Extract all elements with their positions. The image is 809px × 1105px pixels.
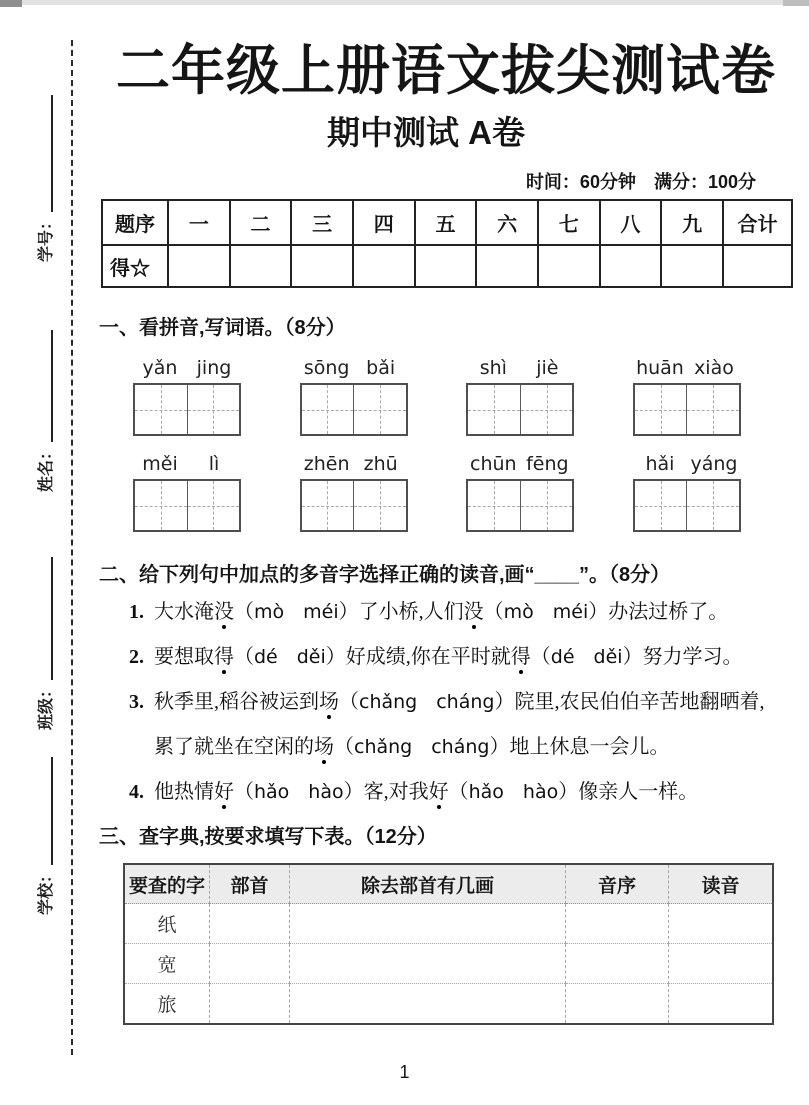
write-in-line <box>51 757 53 865</box>
writing-grid <box>466 383 574 436</box>
writing-grid <box>300 383 408 436</box>
section2-heading: 二、给下列句中加点的多音字选择正确的读音,画“____”。（8分） <box>99 564 671 586</box>
student-id-field <box>29 95 56 262</box>
score-cell <box>538 245 600 287</box>
score-cell <box>291 245 353 287</box>
pinyin-syllable: xiào <box>694 357 734 379</box>
pinyin-syllable: hǎi <box>645 453 675 475</box>
sentence-text: （ <box>530 646 551 668</box>
sentence-text: （ <box>448 781 469 803</box>
write-in-line <box>51 557 53 680</box>
table-row <box>124 984 773 1025</box>
score-col-label: 八 <box>600 200 662 245</box>
sentence-text: （ <box>339 691 359 713</box>
blank-cell <box>290 944 566 984</box>
pinyin-option: chǎng cháng <box>354 736 490 758</box>
time-score-info: 时间：60分钟 满分：100分 <box>525 172 756 192</box>
scan-edge <box>0 0 809 5</box>
class-label: 班级： <box>38 681 55 730</box>
pinyin-row-1 <box>133 356 741 436</box>
score-cell <box>476 245 538 287</box>
pinyin-syllable: yǎn <box>142 357 178 379</box>
pinyin-syllable: sōng <box>303 357 350 379</box>
score-col-label: 二 <box>230 200 292 245</box>
lookup-character: 纸 <box>124 904 210 944</box>
col-header: 要查的字 <box>124 864 210 904</box>
sentence-text: （ <box>234 601 254 623</box>
writing-cell <box>468 385 520 434</box>
sentence-text: （ <box>234 781 254 803</box>
pinyin-syllable: yáng <box>690 453 738 475</box>
blank-cell <box>669 904 774 944</box>
pinyin-option: mò méi <box>503 601 589 623</box>
pinyin-syllable: huān <box>636 357 684 379</box>
pinyin-option: dé děi <box>254 646 326 668</box>
blank-cell <box>669 984 774 1025</box>
writing-cell <box>520 481 573 530</box>
score-col-label: 六 <box>476 200 538 245</box>
dotted-char: 好 <box>214 770 234 815</box>
sentence-text: 秋季里,稻谷被运到 <box>154 691 319 713</box>
blank-cell <box>566 904 669 944</box>
writing-cell <box>520 385 573 434</box>
dotted-char: 得 <box>214 635 234 680</box>
table-row <box>124 904 773 944</box>
col-header: 读音 <box>669 864 774 904</box>
pinyin-syllable: jing <box>196 357 232 379</box>
sentence-text: ）了小桥,人们 <box>338 601 464 623</box>
writing-grid <box>133 383 241 436</box>
school-label: 学校： <box>38 866 55 915</box>
writing-cell <box>635 481 687 530</box>
pinyin-word-group <box>133 356 241 436</box>
sentence-text: 他热情 <box>154 781 214 803</box>
blank-cell <box>669 944 774 984</box>
sentence <box>128 590 778 635</box>
writing-cell <box>302 385 354 434</box>
pinyin-syllable: shì <box>479 357 507 379</box>
writing-cell <box>353 481 406 530</box>
writing-cell <box>135 385 187 434</box>
writing-cell <box>686 481 739 530</box>
score-col-label: 三 <box>291 200 353 245</box>
sentence <box>128 680 778 770</box>
sentence-text: ）像亲人一样。 <box>558 781 699 803</box>
write-in-line <box>51 95 53 212</box>
sentence-text: 大水淹 <box>154 601 214 623</box>
student-name-label: 姓名： <box>38 443 55 492</box>
scan-corner-mark <box>783 0 809 6</box>
pinyin-word-group <box>300 452 408 532</box>
score-header-row <box>102 200 792 245</box>
score-row-label: 得☆ <box>102 245 168 287</box>
pinyin-syllable: zhēn <box>303 453 350 475</box>
score-col-label: 七 <box>538 200 600 245</box>
score-table <box>101 199 793 288</box>
sentence-number: 3. <box>129 691 144 713</box>
blank-cell <box>566 944 669 984</box>
pinyin-syllable: bǎi <box>366 357 396 379</box>
score-col-label: 四 <box>353 200 415 245</box>
sentence-text: ）努力学习。 <box>622 646 743 668</box>
table-row <box>124 944 773 984</box>
writing-cell <box>187 481 240 530</box>
student-name-field <box>29 330 56 492</box>
sentence-text: （ <box>234 646 254 668</box>
score-cell <box>230 245 292 287</box>
col-header: 音序 <box>566 864 669 904</box>
pinyin-option: mò méi <box>254 601 339 623</box>
pinyin-option: hǎo hào <box>468 781 559 803</box>
sentence <box>128 635 778 680</box>
blank-cell <box>210 904 290 944</box>
score-cell <box>661 245 723 287</box>
blank-cell <box>290 904 566 944</box>
scan-corner-mark <box>0 0 22 7</box>
sentence-number: 1. <box>129 601 144 623</box>
sentence-text: ）好成绩,你在平时就 <box>325 646 511 668</box>
writing-grid <box>633 479 741 532</box>
pinyin-word-group <box>633 356 741 436</box>
dictionary-header-row <box>124 864 773 904</box>
pinyin-word-group <box>300 356 408 436</box>
pinyin-option: chǎng cháng <box>359 691 495 713</box>
school-field <box>29 757 56 915</box>
writing-grid <box>466 479 574 532</box>
class-field <box>29 557 56 730</box>
dotted-char: 好 <box>429 770 449 815</box>
pinyin-syllable: jiè <box>536 357 559 379</box>
score-col-label: 五 <box>415 200 477 245</box>
sentence-text: （ <box>334 736 354 758</box>
sentence-list <box>128 590 778 815</box>
blank-cell <box>290 984 566 1025</box>
sentence-text: ）客,对我 <box>343 781 429 803</box>
lookup-character: 旅 <box>157 995 177 1016</box>
pinyin-syllable: fēng <box>526 453 569 475</box>
page-number: 1 <box>399 1062 410 1082</box>
paper-subtitle: 期中测试 A卷 <box>327 114 525 151</box>
blank-cell <box>566 984 669 1025</box>
col-header: 部首 <box>210 864 290 904</box>
writing-cell <box>353 385 406 434</box>
sentence-text: 要想取 <box>154 646 214 668</box>
score-cell <box>168 245 230 287</box>
pinyin-syllable: chūn <box>470 453 517 475</box>
writing-grid <box>633 383 741 436</box>
sentence <box>128 770 778 815</box>
score-col-label: 九 <box>661 200 723 245</box>
dotted-char: 没 <box>464 590 484 635</box>
pinyin-syllable: měi <box>142 453 178 475</box>
blank-cell <box>210 944 290 984</box>
pinyin-row-2 <box>133 452 741 532</box>
score-corner-label: 题序 <box>102 200 168 245</box>
lookup-character: 宽 <box>124 944 210 984</box>
dotted-char: 场 <box>319 680 339 725</box>
score-cell <box>723 245 792 287</box>
score-cell <box>415 245 477 287</box>
pinyin-word-group <box>466 452 574 532</box>
writing-cell <box>187 385 240 434</box>
student-id-label: 学号： <box>38 213 55 262</box>
score-cell <box>600 245 662 287</box>
col-header: 除去部首有几画 <box>290 864 566 904</box>
pinyin-syllable: zhū <box>363 453 398 475</box>
writing-cell <box>302 481 354 530</box>
pinyin-word-group <box>466 356 574 436</box>
sentence-number: 4. <box>129 781 144 803</box>
section3-heading: 三、查字典,按要求填写下表。（12分） <box>99 826 437 848</box>
score-entry-row <box>102 245 792 287</box>
section1-heading: 一、看拼音,写词语。（8分） <box>99 317 346 339</box>
dictionary-table <box>123 863 774 1025</box>
writing-grid <box>133 479 241 532</box>
writing-cell <box>635 385 687 434</box>
pinyin-option: dé děi <box>550 646 623 668</box>
pinyin-word-group <box>133 452 241 532</box>
pinyin-option: hǎo hào <box>254 781 344 803</box>
writing-cell <box>135 481 187 530</box>
dotted-char: 没 <box>214 590 234 635</box>
writing-grid <box>300 479 408 532</box>
dotted-char: 场 <box>314 725 334 770</box>
pinyin-word-group <box>633 452 741 532</box>
pinyin-syllable: lì <box>208 453 220 475</box>
score-total-label: 合计 <box>723 200 792 245</box>
sentence-number: 2. <box>129 646 144 668</box>
write-in-line <box>51 330 53 442</box>
blank-cell <box>210 984 290 1025</box>
dotted-char: 得 <box>511 635 531 680</box>
sentence-text: ）办法过桥了。 <box>588 601 729 623</box>
writing-cell <box>686 385 739 434</box>
score-cell <box>353 245 415 287</box>
sentence-text: ）地上休息一会儿。 <box>489 736 670 758</box>
paper-title: 二年级上册语文拔尖测试卷 <box>116 41 776 101</box>
sentence-text: ）院里,农民伯伯辛苦地翻晒着,累了就坐在空闲的 <box>154 691 765 758</box>
sentence-text: （ <box>483 601 504 623</box>
seal-cut-line <box>71 40 73 1055</box>
writing-cell <box>468 481 520 530</box>
score-col-label: 一 <box>168 200 230 245</box>
